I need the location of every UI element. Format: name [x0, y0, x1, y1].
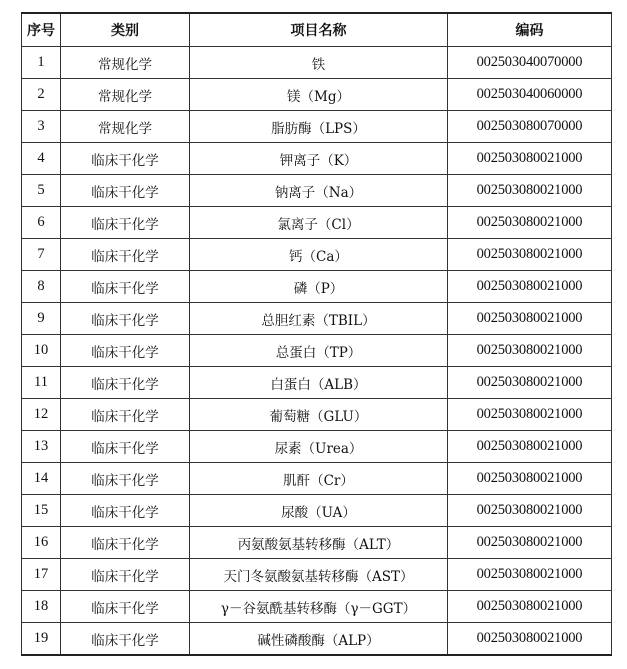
cell-serial-number: 5 — [22, 175, 61, 207]
cell-code: 002503080021000 — [448, 207, 612, 239]
cell-item-name: 镁（Mg） — [190, 79, 448, 111]
cell-category: 临床干化学 — [61, 559, 190, 591]
cell-category: 临床干化学 — [61, 399, 190, 431]
cell-serial-number: 15 — [22, 495, 61, 527]
cell-serial-number: 13 — [22, 431, 61, 463]
header-row — [22, 13, 612, 47]
cell-serial-number: 19 — [22, 623, 61, 656]
cell-category: 常规化学 — [61, 79, 190, 111]
cell-code: 002503080021000 — [448, 367, 612, 399]
cell-item-name: 磷（P） — [190, 271, 448, 303]
header-serial-number: 序号 — [22, 13, 61, 47]
cell-item-name: 碱性磷酸酶（ALP） — [190, 623, 448, 656]
cell-category: 临床干化学 — [61, 143, 190, 175]
header-code: 编码 — [448, 13, 612, 47]
cell-category: 临床干化学 — [61, 431, 190, 463]
cell-code: 002503080021000 — [448, 335, 612, 367]
cell-category: 临床干化学 — [61, 175, 190, 207]
table-container — [21, 12, 611, 656]
cell-item-name: 氯离子（Cl） — [190, 207, 448, 239]
table-row — [22, 495, 612, 527]
table-row — [22, 335, 612, 367]
cell-category: 临床干化学 — [61, 495, 190, 527]
cell-code: 002503080021000 — [448, 495, 612, 527]
cell-category: 临床干化学 — [61, 335, 190, 367]
cell-serial-number: 9 — [22, 303, 61, 335]
header-category: 类别 — [61, 13, 190, 47]
cell-item-name: 钙（Ca） — [190, 239, 448, 271]
cell-item-name: 肌酐（Cr） — [190, 463, 448, 495]
cell-category: 临床干化学 — [61, 303, 190, 335]
table-row — [22, 303, 612, 335]
cell-code: 002503080021000 — [448, 559, 612, 591]
cell-item-name: γ－谷氨酰基转移酶（γ－GGT） — [190, 591, 448, 623]
table-row — [22, 175, 612, 207]
cell-category: 临床干化学 — [61, 527, 190, 559]
cell-code: 002503080021000 — [448, 527, 612, 559]
cell-item-name: 葡萄糖（GLU） — [190, 399, 448, 431]
cell-serial-number: 8 — [22, 271, 61, 303]
table-row — [22, 143, 612, 175]
table-row — [22, 367, 612, 399]
table-row — [22, 399, 612, 431]
table-row — [22, 239, 612, 271]
cell-serial-number: 12 — [22, 399, 61, 431]
cell-serial-number: 7 — [22, 239, 61, 271]
cell-item-name: 铁 — [190, 47, 448, 79]
cell-code: 002503080021000 — [448, 431, 612, 463]
cell-serial-number: 10 — [22, 335, 61, 367]
cell-category: 常规化学 — [61, 111, 190, 143]
cell-item-name: 丙氨酸氨基转移酶（ALT） — [190, 527, 448, 559]
cell-code: 002503080021000 — [448, 623, 612, 656]
cell-serial-number: 11 — [22, 367, 61, 399]
table-body — [22, 47, 612, 656]
cell-category: 临床干化学 — [61, 591, 190, 623]
cell-item-name: 尿酸（UA） — [190, 495, 448, 527]
cell-code: 002503080021000 — [448, 143, 612, 175]
cell-serial-number: 17 — [22, 559, 61, 591]
cell-serial-number: 18 — [22, 591, 61, 623]
cell-category: 临床干化学 — [61, 623, 190, 656]
cell-serial-number: 16 — [22, 527, 61, 559]
table-row — [22, 463, 612, 495]
cell-code: 002503040060000 — [448, 79, 612, 111]
header-item-name: 项目名称 — [190, 13, 448, 47]
cell-serial-number: 1 — [22, 47, 61, 79]
cell-item-name: 钾离子（K） — [190, 143, 448, 175]
table-row — [22, 527, 612, 559]
table-row — [22, 111, 612, 143]
cell-code: 002503080070000 — [448, 111, 612, 143]
cell-code: 002503080021000 — [448, 303, 612, 335]
table-row — [22, 271, 612, 303]
cell-category: 常规化学 — [61, 47, 190, 79]
cell-item-name: 总蛋白（TP） — [190, 335, 448, 367]
cell-item-name: 钠离子（Na） — [190, 175, 448, 207]
table-row — [22, 47, 612, 79]
cell-code: 002503080021000 — [448, 271, 612, 303]
item-code-table — [21, 12, 612, 656]
table-row — [22, 431, 612, 463]
table-row — [22, 623, 612, 656]
cell-category: 临床干化学 — [61, 207, 190, 239]
cell-serial-number: 3 — [22, 111, 61, 143]
cell-serial-number: 6 — [22, 207, 61, 239]
cell-serial-number: 2 — [22, 79, 61, 111]
cell-item-name: 尿素（Urea） — [190, 431, 448, 463]
cell-code: 002503040070000 — [448, 47, 612, 79]
table-header — [22, 13, 612, 47]
cell-item-name: 总胆红素（TBIL） — [190, 303, 448, 335]
cell-code: 002503080021000 — [448, 399, 612, 431]
cell-item-name: 脂肪酶（LPS） — [190, 111, 448, 143]
cell-category: 临床干化学 — [61, 367, 190, 399]
cell-serial-number: 14 — [22, 463, 61, 495]
cell-serial-number: 4 — [22, 143, 61, 175]
cell-category: 临床干化学 — [61, 271, 190, 303]
cell-item-name: 白蛋白（ALB） — [190, 367, 448, 399]
table-row — [22, 79, 612, 111]
cell-code: 002503080021000 — [448, 175, 612, 207]
table-row — [22, 207, 612, 239]
table-row — [22, 591, 612, 623]
cell-category: 临床干化学 — [61, 239, 190, 271]
cell-code: 002503080021000 — [448, 239, 612, 271]
cell-code: 002503080021000 — [448, 463, 612, 495]
cell-code: 002503080021000 — [448, 591, 612, 623]
cell-category: 临床干化学 — [61, 463, 190, 495]
cell-item-name: 天门冬氨酸氨基转移酶（AST） — [190, 559, 448, 591]
table-row — [22, 559, 612, 591]
